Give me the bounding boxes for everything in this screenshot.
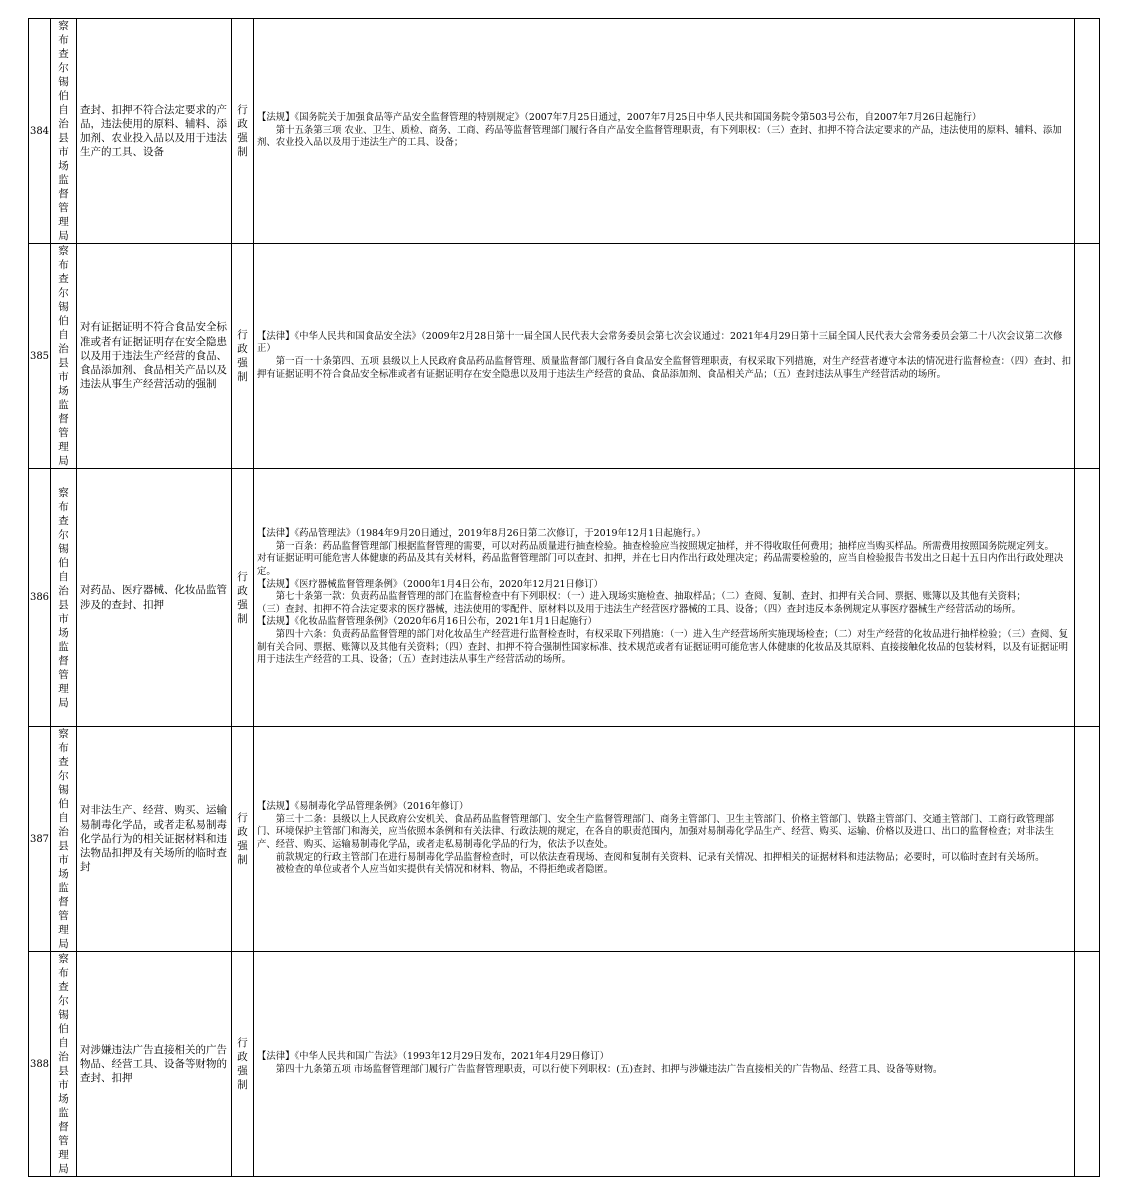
remarks-cell: [1075, 469, 1100, 727]
power-type-cell-text: 行政强制: [237, 329, 248, 383]
legal-basis-paragraph: 第四十九条第五项 市场监督管理部门履行广告监督管理职责，可以行使下列职权：(五)查封、扣押与涉嫌违法广告直接相关的广告物品、经营工具、设备等财物。: [275, 1064, 943, 1075]
legal-basis-paragraph: 第一百条：药品监督管理部门根据监督管理的需要，可以对药品质量进行抽查检验。抽查检验应当按照规定抽样，并不得收取任何费用；抽样应当购买样品。所需费用按照国务院规定列支。: [275, 540, 1054, 552]
legal-basis-paragraph: （三）查封、扣押不符合法定要求的医疗器械，违法使用的零配件、原材料以及用于违法生产经营医疗器械的工具、设备；（四）查封违反本条例规定从事医疗器械生产经营活动的场所。: [257, 603, 1022, 615]
row-number: 384: [29, 19, 51, 244]
table-row: [29, 19, 1100, 244]
table-body: [29, 19, 1100, 1177]
legal-basis-paragraph: 【法规】《国务院关于加强食品等产品安全监督管理的特别规定》（2007年7月25日通过，2007年7月25日中华人民共和国国务院令第503号公布，自2007年7月26日起施行）: [257, 112, 982, 124]
legal-basis-paragraph: 【法律】《药品管理法》（1984年9月20日通过，2019年8月26日第二次修订，于2019年12月1日起施行。）: [257, 528, 706, 540]
legal-basis-paragraph: 【法规】《医疗器械监督管理条例》（2000年1月4日公布，2020年12月21日修订）: [257, 578, 603, 590]
legal-basis-paragraph: 【法律】《中华人民共和国广告法》（1993年12月29日发布，2021年4月29日修订）: [257, 1051, 609, 1063]
power-type-cell: [232, 19, 254, 244]
legal-basis-paragraph: 被检查的单位或者个人应当如实提供有关情况和材料、物品，不得拒绝或者隐匿。: [275, 864, 614, 876]
item-name-cell: 对涉嫌违法广告直接相关的广告物品、经营工具、设备等财物的查封、扣押: [77, 952, 232, 1177]
department-cell: [51, 469, 77, 727]
legal-basis-paragraph: 前款规定的行政主管部门在进行易制毒化学品监督检查时，可以依法查看现场、查阅和复制有关资料、记录有关情况、扣押相关的证据材料和违法物品；必要时，可以临时查封有关场所。: [275, 851, 1045, 863]
legal-basis-paragraph: 【法律】《中华人民共和国食品安全法》（2009年2月28日第十一届全国人民代表大会常务委员会第七次会议通过：2021年4月29日第十三届全国人民代表大会常务委员会第二十八次会议第二次修正）: [257, 330, 1063, 355]
power-type-cell-text: 行政强制: [237, 1037, 248, 1091]
legal-basis-paragraph: 第四十六条：负责药品监督管理的部门对化妆品生产经营进行监督检查时，有权采取下列措施：（一）进入生产经营场所实施现场检查；（二）对生产经营的化妆品进行抽样检验；（三）查阅、复制有关合同、票据、账簿以及其他有关资料；（四）查封、扣押不符合强制性国家标准、技术规范或者有证据证明可能危害人体健康的化妆品及其原料、直接接触化妆品的包装材料，以及有证据证明用于违法生产经营的工具、设备；（五）查封违法从事生产经营活动的场所。: [257, 628, 1068, 666]
remarks-cell: [1075, 952, 1100, 1177]
power-type-cell-text: 行政强制: [237, 570, 248, 625]
item-name-cell: 查封、扣押不符合法定要求的产品，违法使用的原料、辅料、添加剂、农业投入品以及用于违法生产的工具、设备: [77, 19, 232, 244]
legal-basis-paragraph: 【法规】《化妆品监督管理条例》（2020年6月16日公布，2021年1月1日起施行）: [257, 616, 598, 628]
legal-basis-paragraph: 第一百一十条第四、五项 县级以上人民政府食品药品监督管理、质量监督部门履行各自食品安全监督管理职责，有权采取下列措施，对生产经营者遵守本法的情况进行监督检查：（四）查封、扣押有证据证明不符合食品安全标准或者有证据证明存在安全隐患以及用于违法生产经营的食品、食品添加剂、食品相关产品；（五）查封违法从事生产经营活动的场所。: [257, 356, 1071, 380]
department-cell: [51, 244, 77, 469]
table-row: [29, 727, 1100, 952]
legal-basis-cell: [254, 19, 1075, 244]
row-number: 387: [29, 727, 51, 952]
power-list-table: [28, 18, 1100, 1177]
power-type-cell: [232, 952, 254, 1177]
item-name-cell: 对药品、医疗器械、化妆品监管涉及的查封、扣押: [77, 469, 232, 727]
power-type-cell: [232, 727, 254, 952]
power-type-cell-text: 行政强制: [237, 812, 248, 866]
legal-basis-paragraph: 【法规】《易制毒化学品管理条例》（2016年修订）: [257, 801, 469, 813]
department-cell: [51, 19, 77, 244]
item-name-cell: 对有证据证明不符合食品安全标准或者有证据证明存在安全隐患以及用于违法生产经营的食品、食品添加剂、食品相关产品以及违法从事生产经营活动的强制: [77, 244, 232, 469]
department-cell-text: 察布查尔锡伯自治县市场监督管理局: [58, 245, 69, 467]
table-row: [29, 952, 1100, 1177]
department-cell-text: 察布查尔锡伯自治县市场监督管理局: [58, 728, 69, 950]
department-cell: [51, 952, 77, 1177]
remarks-cell: [1075, 727, 1100, 952]
remarks-cell: [1075, 19, 1100, 244]
power-type-cell: [232, 244, 254, 469]
legal-basis-cell: [254, 469, 1075, 727]
remarks-cell: [1075, 244, 1100, 469]
legal-basis-paragraph: 第十五条第三项 农业、卫生、质检、商务、工商、药品等监督管理部门履行各自产品安全监督管理职责，有下列职权：（三）查封、扣押不符合法定要求的产品，违法使用的原料、辅料、添加剂、农业投入品以及用于违法生产的工具、设备；: [257, 124, 1062, 149]
table-row: [29, 244, 1100, 469]
department-cell-text: 察布查尔锡伯自治县市场监督管理局: [58, 486, 69, 709]
legal-basis-paragraph: 对有证据证明可能危害人体健康的药品及其有关材料，药品监督管理部门可以查封、扣押，并在七日内作出行政处理决定；药品需要检验的，应当自检验报告书发出之日起十五日内作出行政处理决定。: [257, 553, 1064, 578]
department-cell-text: 察布查尔锡伯自治县市场监督管理局: [58, 953, 69, 1175]
legal-basis-cell: [254, 244, 1075, 469]
department-cell-text: 察布查尔锡伯自治县市场监督管理局: [58, 20, 69, 242]
legal-basis-paragraph: 第七十条第一款：负责药品监督管理的部门在监督检查中有下列职权：（一）进入现场实施检查、抽取样品；（二）查阅、复制、查封、扣押有关合同、票据、账簿以及其他有关资料；: [275, 591, 1026, 603]
legal-basis-paragraph: 第三十二条：县级以上人民政府公安机关、食品药品监督管理部门、安全生产监督管理部门、商务主管部门、卫生主管部门、价格主管部门、铁路主管部门、交通主管部门、工商行政管理部门、环境保护主管部门和海关，应当依照本条例和有关法律、行政法规的规定，在各自的职责范围内，加强对易制毒化学品生产、经营、购买、运输、价格以及进口、出口的监督检查；对非法生产、经营、购买、运输易制毒化学品，或者走私易制毒化学品的行为，依法予以查处。: [257, 813, 1054, 850]
row-number: 385: [29, 244, 51, 469]
legal-basis-cell: [254, 727, 1075, 952]
power-type-cell-text: 行政强制: [237, 104, 248, 158]
item-name-cell: 对非法生产、经营、购买、运输易制毒化学品，或者走私易制毒化学品行为的相关证据材料和违法物品扣押及有关场所的临时查封: [77, 727, 232, 952]
power-type-cell: [232, 469, 254, 727]
table-row: [29, 469, 1100, 727]
row-number: 386: [29, 469, 51, 727]
department-cell: [51, 727, 77, 952]
legal-basis-cell: [254, 952, 1075, 1177]
row-number: 388: [29, 952, 51, 1177]
